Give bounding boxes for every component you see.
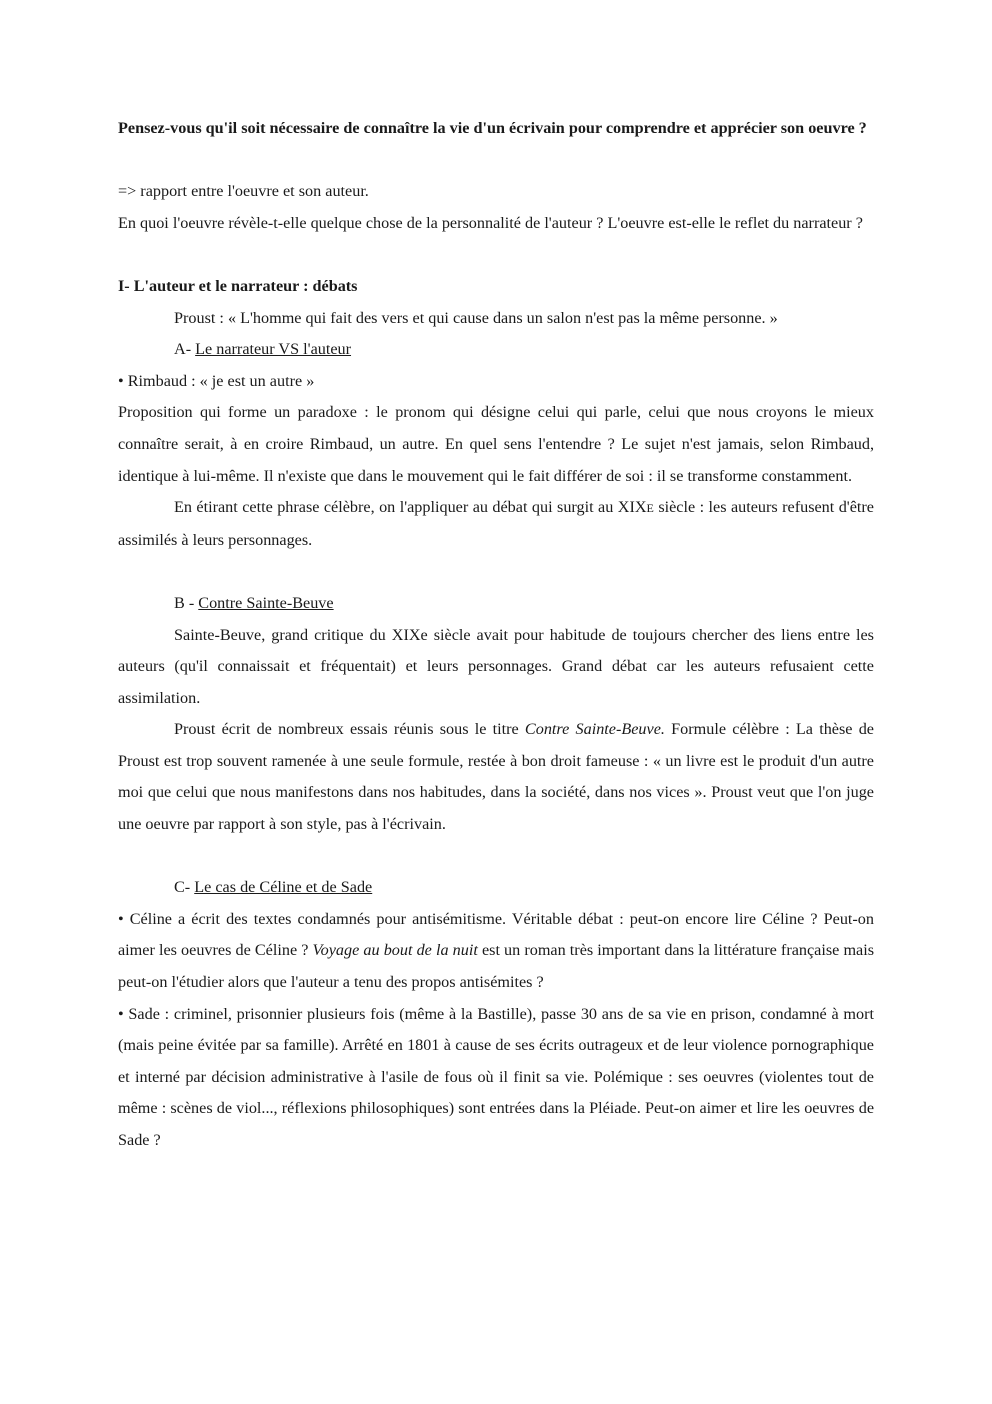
part1-heading: I- L'auteur et le narrateur : débats — [118, 276, 358, 295]
para2-text-b: siècle : les auteurs refusent d'être assimilés à leurs personnages. — [118, 498, 874, 549]
sade-paragraph: • Sade : criminel, prisonnier plusieurs fois (même à la Bastille), passe 30 ans de sa vie en prison, condamné à mort (mais peine évitée par sa famille). Arrêté en 1801 à cause de ses écrits outrageux et de leur violence pornographique et interné par décision administrative à l'asile de fous où il finit sa vie. Polémique : ses oeuvres (violentes tout de même : scènes de viol..., réflexions philosophiques) sont entrées dans la Pléiade. Peut-on aimer et lire les oeuvres de Sade ? — [118, 1004, 874, 1149]
rimbaud-bullet: • Rimbaud : « je est un autre » — [118, 371, 315, 390]
celine-paragraph — [118, 904, 874, 999]
spacer — [118, 239, 874, 271]
section-b-paragraph-1: Sainte-Beuve, grand critique du XIXe siècle avait pour habitude de toujours chercher des liens entre les auteurs (qu'il connaissait et fréquentait) et leurs personnages. Grand débat car les auteurs refusaient cette assimilation. — [118, 625, 874, 707]
proust-quote: Proust : « L'homme qui fait des vers et qui cause dans un salon n'est pas la même personne. » — [174, 308, 778, 327]
section-c-heading — [118, 872, 874, 904]
section-b-heading — [118, 588, 874, 620]
b-para2-text-a: Proust écrit de nombreux essais réunis sous le titre — [174, 720, 525, 739]
celine-text-a: • Céline a écrit des textes condamnés pour antisémitisme. Véritable débat : peut-on encore lire Céline ? Peut-on aimer les oeuvres de Céline ? — [118, 909, 874, 960]
section-a-paragraph-2 — [118, 492, 874, 556]
section-a-title: Le narrateur VS l'auteur — [195, 340, 352, 359]
spacer — [118, 556, 874, 588]
b-para2-italic-title: Contre Sainte-Beuve. — [524, 720, 665, 739]
intro-line-1: => rapport entre l'oeuvre et son auteur. — [118, 182, 369, 201]
para2-text-a: En étirant cette phrase célèbre, on l'appliquer au débat qui surgit au XIX — [174, 498, 647, 517]
section-a-paragraph-1: Proposition qui forme un paradoxe : le pronom qui désigne celui qui parle, celui que nous croyons le mieux connaître serait, à en croire Rimbaud, un autre. En quel sens l'entendre ? Le sujet n'est jamais, selon Rimbaud, identique à lui-même. Il n'existe que dans le mouvement qui le fait différer de soi : il se transforme constamment. — [118, 403, 874, 485]
spacer — [118, 841, 874, 873]
document-title: Pensez-vous qu'il soit nécessaire de connaître la vie d'un écrivain pour comprendre et apprécier son oeuvre ? — [118, 119, 867, 137]
section-c-prefix: C- — [174, 878, 195, 897]
section-b-prefix: B - — [174, 593, 199, 612]
section-b-title: Contre Sainte-Beuve — [198, 593, 334, 612]
b-para2-text-b: Formule célèbre : La thèse de Proust est trop souvent ramenée à une seule formule, restée à bon droit fameuse : « un livre est le produit d'un autre moi que celui que nous manifestons dans nos habitudes, dans la société, dans nos vices ». Proust veut que l'on juge une oeuvre par rapport à son style, pas à l'écrivain. — [118, 720, 874, 834]
section-a-prefix: A- — [174, 340, 196, 359]
celine-text-b: est un roman très important dans la littérature française mais peut-on l'étudier alors que l'auteur a tenu des propos antisémites ? — [118, 941, 875, 992]
intro-line-2: En quoi l'oeuvre révèle-t-elle quelque chose de la personnalité de l'auteur ? L'oeuvre est-elle le reflet du narrateur ? — [118, 213, 863, 232]
section-c-title: Le cas de Céline et de Sade — [194, 878, 373, 897]
celine-italic-title: Voyage au bout de la nuit — [312, 941, 478, 960]
spacer — [118, 145, 874, 177]
para2-small-caps: E — [646, 501, 654, 516]
document-page — [118, 113, 874, 1157]
section-b-paragraph-2 — [118, 714, 874, 840]
section-a-heading — [118, 334, 874, 366]
